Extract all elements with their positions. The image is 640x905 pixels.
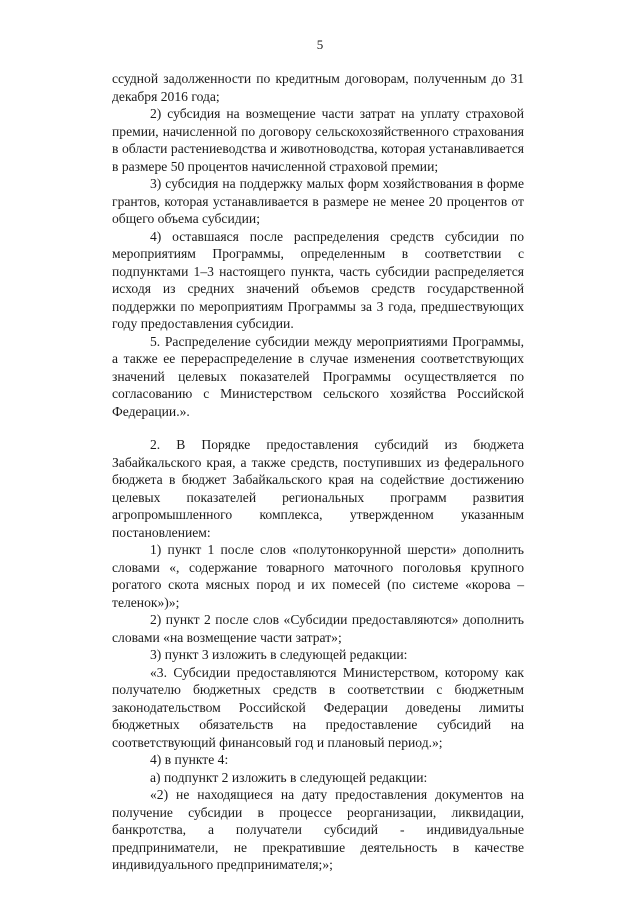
paragraph-item-5-distribution: 5. Распределение субсидии между мероприятиями Программы, а также ее перераспределение в случае изменения соответствующих значений целевых показателей Программы осуществляется по согласованию с Министерством сельского хозяйства Российской Федерации.». — [112, 333, 524, 419]
paragraph-amend-4a: а) подпункт 2 изложить в следующей редакции: — [150, 769, 428, 785]
paragraph-item-4-remaining: 4) оставшаяся после распределения средств субсидии по мероприятиям Программы, определенным в соответствии с подпунктами 1–3 настоящего пункта, часть субсидии распределяется исходя из средних значений объемов средств государственной поддержки по мероприятиям Программы за 3 года, предшествующих году предоставления субсидии. — [112, 228, 524, 331]
section-spacer — [112, 420, 524, 436]
paragraph-item-2-insurance: 2) субсидия на возмещение части затрат на уплату страховой премии, начисленной по договору сельскохозяйственного страхования в области растениеводства и животноводства, которая устанавливается в размере 50 процентов начисленной страховой премии; — [112, 106, 524, 174]
paragraph-item-3-grants: 3) субсидия на поддержку малых форм хозяйствования в форме грантов, которая устанавливается в размере не менее 20 процентов от общего объема субсидии; — [112, 176, 524, 226]
page-number: 5 — [316, 37, 324, 52]
paragraph-section-2: 2. В Порядке предоставления субсидий из бюджета Забайкальского края, а также средств, поступивших из федерального бюджета в бюджет Забайкальского края на содействие достижению целевых показателей региональных программ развития агропромышленного комплекса, утвержденном указанным постановлением: — [112, 437, 524, 540]
paragraph-quoted-3: «3. Субсидии предоставляются Министерством, которому как получателю бюджетных средств в соответствии с бюджетным законодательством Российской Федерации доведены лимиты бюджетных обязательств на предоставление субсидий на соответствующий финансовый год и плановый период.»; — [112, 664, 524, 750]
paragraph-amend-4: 4) в пункте 4: — [150, 752, 229, 767]
paragraph-amend-3: 3) пункт 3 изложить в следующей редакции: — [150, 647, 408, 662]
paragraph-quoted-2: «2) не находящиеся на дату предоставления документов на получение субсидии в процессе реорганизации, ликвидации, банкротства, а получатели субсидий - индивидуальные предприниматели, не прекратившие деятельность в качестве индивидуального предпринимателя;»; — [112, 787, 524, 872]
document-body — [112, 70, 524, 874]
paragraph-amend-1: 1) пункт 1 после слов «полутонкорунной шерсти» дополнить словами «, содержание товарного маточного поголовья крупного рогатого скота мясных пород и их помесей (по системе «корова – теленок»)»; — [112, 542, 524, 610]
paragraph-continuation: ссудной задолженности по кредитным договорам, полученным до 31 декабря 2016 года; — [112, 71, 524, 104]
paragraph-amend-2: 2) пункт 2 после слов «Субсидии предоставляются» дополнить словами «на возмещение части затрат»; — [112, 612, 524, 645]
